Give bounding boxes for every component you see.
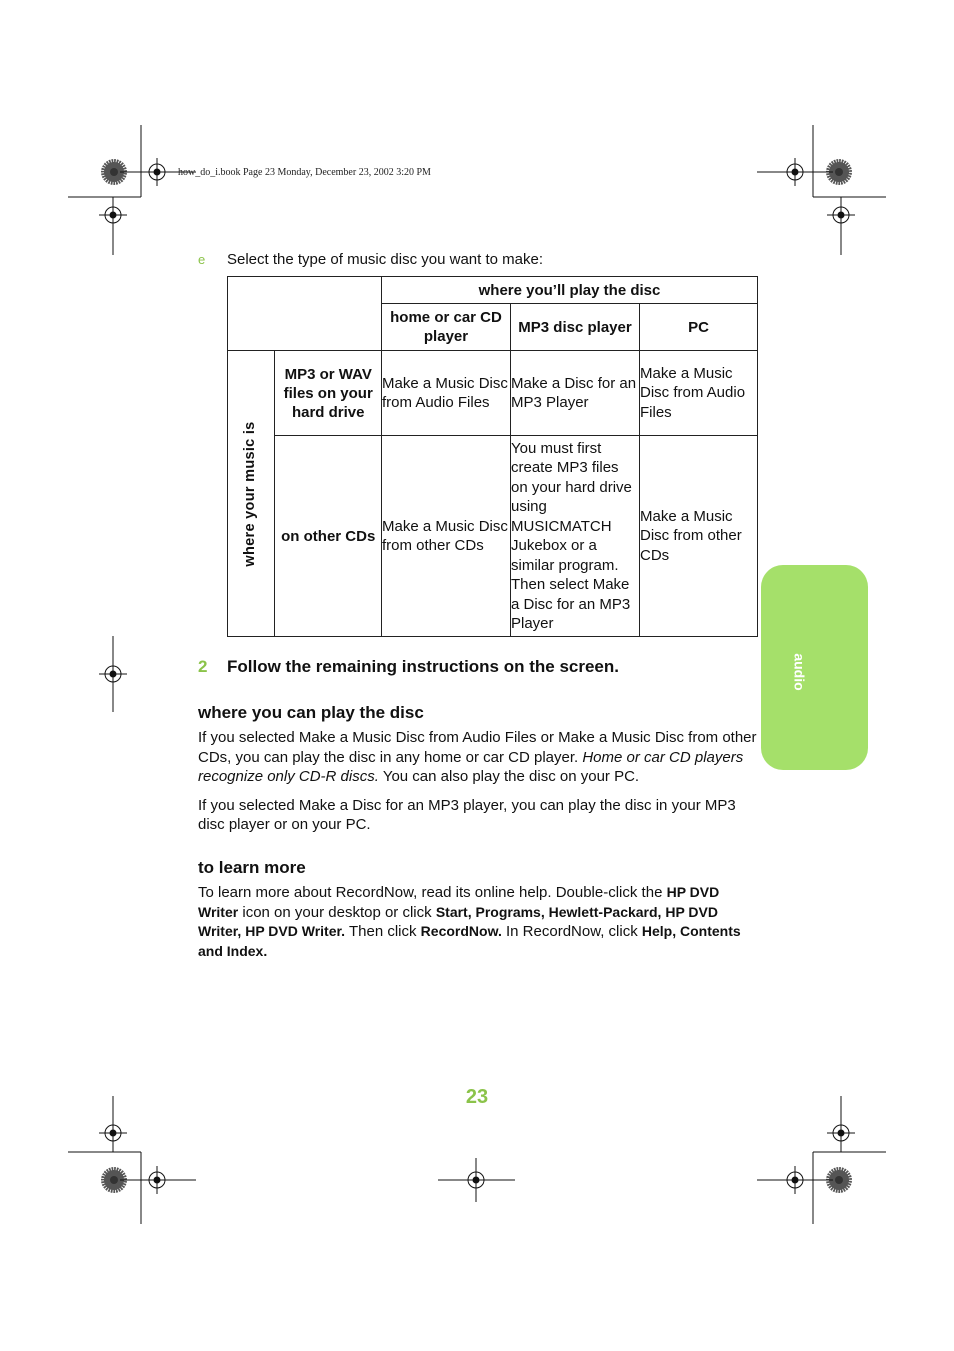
paragraph <box>198 728 758 787</box>
table-corner <box>228 277 382 351</box>
column-header: MP3 disc player <box>511 304 640 351</box>
table-cell: Make a Music Disc from Audio Files <box>640 351 758 436</box>
table-cell: Make a Disc for an MP3 Player <box>511 351 640 436</box>
file-header: how_do_i.book Page 23 Monday, December 23, 2002 3:20 PM <box>178 167 431 178</box>
column-header: PC <box>640 304 758 351</box>
side-header <box>228 351 275 637</box>
row-header: on other CDs <box>275 436 382 637</box>
text-run: You can also play the disc on your PC. <box>382 768 640 785</box>
column-header: home or car CD player <box>382 304 511 351</box>
table-cell: Make a Music Disc from other CDs <box>382 436 511 637</box>
section-heading: to learn more <box>198 858 306 877</box>
text-run: Then click <box>348 923 417 940</box>
text-run-bold: Start, Programs, Hewlett-Packard, HP DVD Writer, HP DVD Writer. <box>198 903 718 939</box>
section-tab-label: audio <box>791 653 808 691</box>
text-run: In RecordNow, click <box>506 923 638 940</box>
step-instruction: Follow the remaining instructions on the screen. <box>227 657 619 676</box>
text-run: If you selected Make a Music Disc from Audio Files or Make a Music Disc from other CDs, you can play the disc in any home or car CD player. <box>198 729 757 766</box>
disc-type-table <box>227 276 758 637</box>
text-run-bold: HP DVD Writer <box>198 884 720 920</box>
page-number: 23 <box>465 1086 489 1108</box>
table-top-header: where you’ll play the disc <box>382 277 758 304</box>
table-cell: Make a Music Disc from Audio Files <box>382 351 511 436</box>
table-cell: You must first create MP3 files on your hard drive using MUSICMATCH Jukebox or a similar program. Then select Make a Disc for an MP3 Player <box>511 436 640 637</box>
section-heading: where you can play the disc <box>198 703 424 722</box>
text-run-italic: Home or car CD players recognize only CD-R discs. <box>198 748 744 785</box>
section-tab <box>761 565 868 770</box>
text-run-bold: RecordNow. <box>420 923 502 939</box>
text-run: To learn more about RecordNow, read its online help. Double-click the <box>198 884 663 901</box>
step-number: 2 <box>198 657 208 676</box>
section-play <box>198 703 758 835</box>
step-instruction: Select the type of music disc you want to make: <box>227 251 543 268</box>
paragraph: If you selected Make a Disc for an MP3 player, you can play the disc in your MP3 disc player or on your PC. <box>198 796 736 833</box>
paragraph <box>198 883 754 961</box>
text-run-bold: Help, Contents and Index. <box>198 923 741 959</box>
text-run: icon on your desktop or click <box>242 903 432 921</box>
step-marker: e <box>198 252 206 267</box>
row-header: MP3 or WAV files on your hard drive <box>275 351 382 436</box>
table-cell: Make a Music Disc from other CDs <box>640 436 758 637</box>
side-header-label: where your music is <box>242 420 258 567</box>
section-learn <box>198 858 754 961</box>
